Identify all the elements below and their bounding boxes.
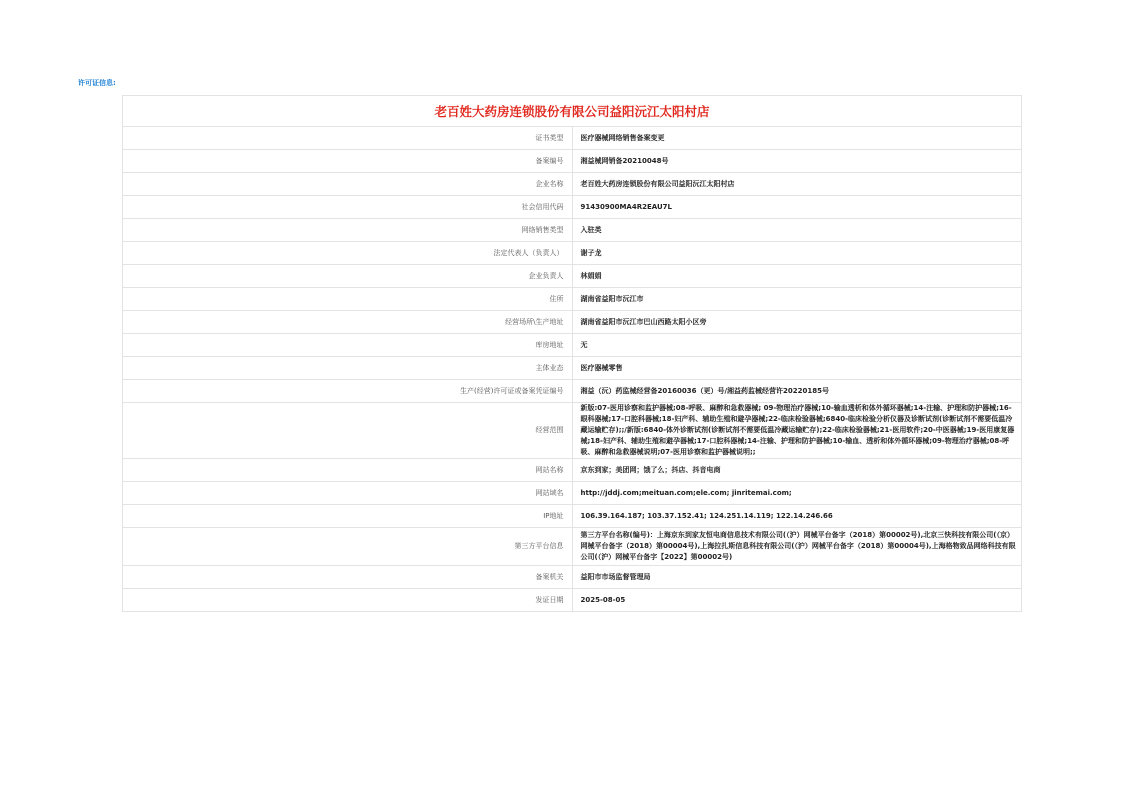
table-row — [123, 288, 1022, 311]
filing-authority-value: 益阳市市场监督管理局 — [572, 566, 1022, 589]
table-row — [123, 173, 1022, 196]
certificate-type-label: 证书类型 — [123, 127, 573, 150]
store-title: 老百姓大药房连锁股份有限公司益阳沅江太阳村店 — [123, 96, 1022, 127]
credit-code-value: 91430900MA4R2EAU7L — [572, 196, 1022, 219]
company-name-label: 企业名称 — [123, 173, 573, 196]
sales-type-label: 网络销售类型 — [123, 219, 573, 242]
certificate-type-value: 医疗器械网络销售备案变更 — [572, 127, 1022, 150]
table-row — [123, 482, 1022, 505]
business-form-label: 主体业态 — [123, 357, 573, 380]
table-row — [123, 589, 1022, 612]
issue-date-label: 发证日期 — [123, 589, 573, 612]
ip-address-value: 106.39.164.187; 103.37.152.41; 124.251.14.119; 122.14.246.66 — [572, 505, 1022, 528]
company-manager-label: 企业负责人 — [123, 265, 573, 288]
residence-label: 住所 — [123, 288, 573, 311]
warehouse-address-label: 库房地址 — [123, 334, 573, 357]
table-row — [123, 380, 1022, 403]
company-manager-value: 林娟娟 — [572, 265, 1022, 288]
filing-authority-label: 备案机关 — [123, 566, 573, 589]
table-row — [123, 150, 1022, 173]
business-scope-label: 经营范围 — [123, 403, 573, 459]
table-row — [123, 566, 1022, 589]
table-row — [123, 219, 1022, 242]
table-row — [123, 196, 1022, 219]
table-row — [123, 505, 1022, 528]
legal-representative-label: 法定代表人（负责人） — [123, 242, 573, 265]
license-number-value: 湘益（沅）药监械经营备20160036（更）号/湘益药监械经营许20220185号 — [572, 380, 1022, 403]
website-domain-label: 网站域名 — [123, 482, 573, 505]
third-party-platform-value: 第三方平台名称(编号)：上海京东到家友恒电商信息技术有限公司(（沪）网械平台备字（2018）第00002号),北京三快科技有限公司(（京）网械平台备字（2018）第00004号),上海拉扎斯信息科技有限公司(（沪）网械平台备字（2018）第00004号),上海格物致品网络科技有限公司(（沪）网械平台备字【2022】第00002号) — [572, 528, 1022, 566]
business-form-value: 医疗器械零售 — [572, 357, 1022, 380]
credit-code-label: 社会信用代码 — [123, 196, 573, 219]
business-scope-value: 新版:07-医用诊察和监护器械;08-呼吸、麻醉和急救器械; 09-物理治疗器械;10-输血透析和体外循环器械;14-注输、护理和防护器械;16-眼科器械;17-口腔科器械;18-妇产科、辅助生殖和避孕器械;22-临床检验器械;6840-临床检验分析仪器及诊断试剂(诊断试剂不需要低温冷藏运输贮存);;/新版:6840-体外诊断试剂(诊断试剂不需要低温冷藏运输贮存);22-临床检验器械;21-医用软件;20-中医器械;19-医用康复器械;18-妇产科、辅助生殖和避孕器械;17-口腔科器械;14-注输、护理和防护器械;10-输血、透析和体外循环器械;09-物理治疗器械;08-呼吸、麻醉和急救器械说明;07-医用诊察和监护器械说明;; — [572, 403, 1022, 459]
third-party-platform-label: 第三方平台信息 — [123, 528, 573, 566]
table-row — [123, 528, 1022, 566]
table-row — [123, 459, 1022, 482]
residence-value: 湖南省益阳市沅江市 — [572, 288, 1022, 311]
license-number-label: 生产(经营)许可证或备案凭证编号 — [123, 380, 573, 403]
table-row — [123, 242, 1022, 265]
table-row — [123, 403, 1022, 459]
filing-number-label: 备案编号 — [123, 150, 573, 173]
table-row — [123, 357, 1022, 380]
business-address-value: 湖南省益阳市沅江市巴山西路太阳小区旁 — [572, 311, 1022, 334]
table-row — [123, 334, 1022, 357]
license-info-heading: 许可证信息: — [78, 79, 116, 87]
table-row — [123, 127, 1022, 150]
legal-representative-value: 谢子龙 — [572, 242, 1022, 265]
issue-date-value: 2025-08-05 — [572, 589, 1022, 612]
sales-type-value: 入驻类 — [572, 219, 1022, 242]
business-address-label: 经营场所\生产地址 — [123, 311, 573, 334]
company-name-value: 老百姓大药房连锁股份有限公司益阳沅江太阳村店 — [572, 173, 1022, 196]
table-row — [123, 265, 1022, 288]
filing-number-value: 湘益械网销备20210048号 — [572, 150, 1022, 173]
website-name-label: 网站名称 — [123, 459, 573, 482]
ip-address-label: IP地址 — [123, 505, 573, 528]
license-info-table — [122, 95, 1022, 612]
warehouse-address-value: 无 — [572, 334, 1022, 357]
table-row — [123, 311, 1022, 334]
website-name-value: 京东到家；美团网；饿了么；抖店、抖音电商 — [572, 459, 1022, 482]
website-domain-value: http://jddj.com;meituan.com;ele.com; jinritemai.com; — [572, 482, 1022, 505]
